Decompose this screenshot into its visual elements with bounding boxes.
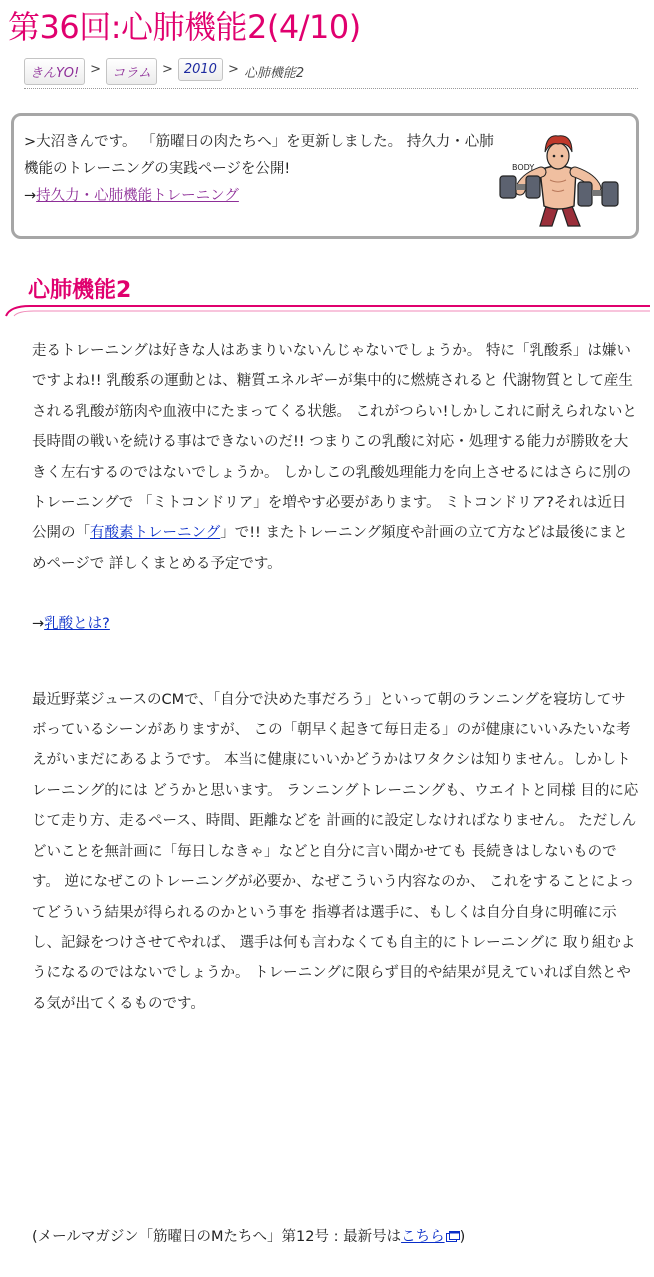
notice-arrow: → <box>24 188 37 204</box>
breadcrumb-column[interactable]: コラム <box>106 58 157 85</box>
paragraph-text: 」で!! またトレーニング頻度や計画の立て方などは最後にまとめページで 詳しくまとめる予定です。 <box>32 525 628 572</box>
endurance-training-link[interactable]: 持久力・心肺機能トレーニング <box>36 188 239 204</box>
article-paragraph: 最近野菜ジュースのCMで、「自分で決めた事だろう」といって朝のランニングを寝坊してサボっているシーンがありますが、 この「朝早く起きて毎日走る」のが健康にいいみたいな考えがいまだにあるようです。 本当に健康にいいかどうかはワタクシは知りません。しかしトレーニング的には どうかと思います。 ランニングトレーニングも、ウエイトと同様 目的に応じて走り方、走るペース、時間、距離などを 計画的に設定しなければなりません。 ただしんどいことを無計画に「毎日しなきゃ」などと自分に言い聞かせても 長続きはしないものです。 逆になぜこのトレーニングが必要か、なぜこういう内容なのか、 これをすることによってどういう結果が得られるのかという事を 指導者は選手に、もしくは自分自身に明確に示し、記録をつけさせてやれば、 選手は何も言わなくても自主的にトレーニングに 取り組むようになるのではないでしょうか。 トレーニングに限らず目的や結果が見えていれば自然とやる気が出てくるものです。 <box>32 691 639 1012</box>
notice-text-block <box>24 129 494 210</box>
breadcrumb-separator: > <box>90 62 102 77</box>
lactic-acid-link-line <box>32 609 640 639</box>
footnote-close: ) <box>459 1229 466 1245</box>
section-heading: 心肺機能2 <box>28 278 132 303</box>
section-heading-bar <box>4 270 650 318</box>
paragraph-text: 走るトレーニングは好きな人はあまりいないんじゃないでしょうか。 特に「乳酸系」は嫌いですよね!! 乳酸系の運動とは、糖質エネルギーが集中的に燃焼されると 代謝物質として産生される乳酸が筋肉や血液中にたまってくる状態。 これがつらい!しかしこれに耐えられないと長時間の戦いを続ける事はできないのだ!! つまりこの乳酸に対応・処理する能力が勝敗を大きく左右するのではないでしょうか。 しかしこの乳酸処理能力を向上させるにはさらに別のトレーニングで 「ミトコンドリア」を増やす必要があります。 ミトコンドリア?それは近日公開の「 <box>32 343 637 542</box>
lactic-acid-link[interactable]: 乳酸とは? <box>44 616 110 633</box>
mascot-body-label: BODY <box>512 163 535 172</box>
breadcrumb-separator: > <box>227 62 239 77</box>
arrow-glyph: → <box>32 616 45 633</box>
breadcrumb <box>24 58 638 89</box>
breadcrumb-current: 心肺機能2 <box>243 66 305 81</box>
newsletter-footnote <box>32 1225 465 1246</box>
aerobic-training-link[interactable]: 有酸素トレーニング <box>90 525 221 542</box>
external-window-icon[interactable] <box>446 1231 460 1242</box>
article-paragraph <box>32 336 640 579</box>
update-notice-box <box>11 113 639 239</box>
breadcrumb-kinyo[interactable]: きんYO! <box>24 58 85 85</box>
footnote-text: (メールマガジン「筋曜日のMたちへ」第12号 : 最新号は <box>32 1229 402 1245</box>
article-body <box>32 336 640 1019</box>
page-title: 第36回:心肺機能2(4/10) <box>8 8 361 46</box>
muscleman-mascot-image <box>494 128 622 228</box>
latest-issue-link[interactable]: こちら <box>401 1229 445 1245</box>
breadcrumb-2010[interactable]: 2010 <box>178 58 223 81</box>
notice-message: >大沼きんです。 「筋曜日の肉たちへ」を更新しました。 持久力・心肺機能のトレーニングの実践ページを公開! <box>24 134 494 177</box>
breadcrumb-separator: > <box>161 62 173 77</box>
